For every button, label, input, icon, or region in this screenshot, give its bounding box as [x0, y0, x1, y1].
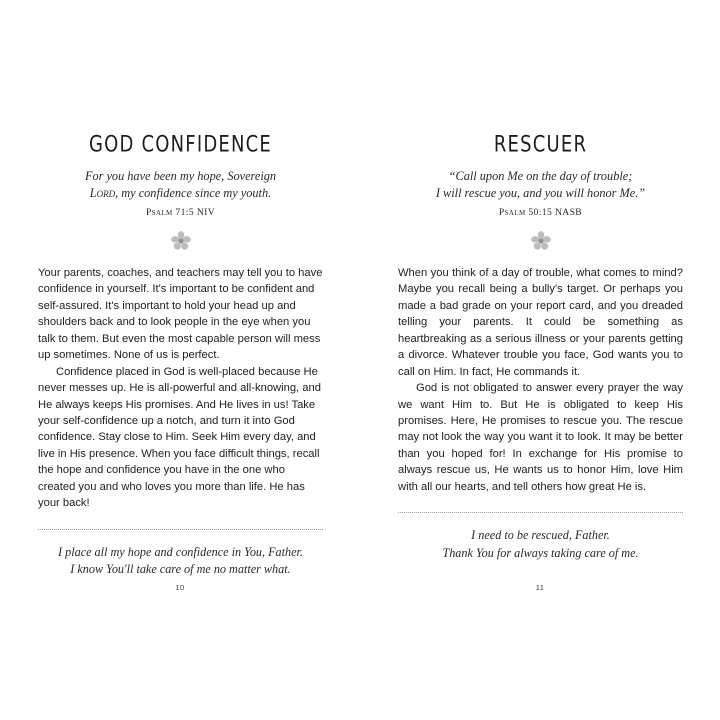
prayer-text [398, 527, 683, 562]
prayer-line-2: Thank You for always taking care of me. [442, 545, 639, 560]
verse-reference: Psalm 71:5 NIV [145, 206, 216, 218]
dotted-divider [38, 529, 323, 530]
page-right-content [398, 130, 683, 563]
dotted-divider [398, 512, 683, 513]
page-number: 11 [535, 583, 545, 592]
verse-line-1: For you have been my hope, Sovereign [84, 169, 277, 183]
page-title: RESCUER [493, 130, 588, 157]
body-paragraph: When you think of a day of trouble, what comes to mind? Maybe you recall being a bully's target. Or perhaps you made a bad grade on your report card, and you dreaded telling your parents. It could be something as heartbreaking as a serious illness or your parents getting a divorce. Whatever trouble you face, God wants you to call on Him. In fact, He commands it. [398, 266, 683, 378]
body-paragraph: God is not obligated to answer every prayer the way we want Him to. But He is obligated to keep His promises. Here, He promises to rescue you. The rescue may not look the way you want it to look. It may be better than you hoped for! In exchange for His promise to always rescue us, He wants us to honor Him, love Him with all our hearts, and tell others how great He is. [398, 382, 683, 493]
scripture-verse [398, 168, 683, 203]
body-paragraph: Confidence placed in God is well-placed because He never messes up. He is all-powerful and all-knowing, and He always keeps His promises. And He lives in us! Take your self-confidence up a notch, and turn it into God confidence. Stay close to Him. Seek Him every day, and live in His presence. When you face difficult things, recall the hope and confidence you have in the one who created you and who loves you more than life. He has your back! [38, 365, 321, 510]
scripture-verse [38, 168, 323, 203]
page-left-content [38, 130, 323, 579]
devotional-body [38, 265, 323, 512]
prayer-line-1: I need to be rescued, Father. [471, 528, 610, 543]
prayer-text [38, 544, 323, 579]
verse-line-2: Lord, my confidence since my youth. [89, 186, 272, 201]
page-right [360, 0, 720, 720]
ornament-divider [38, 230, 323, 252]
prayer-line-2: I know You'll take care of me no matter what. [70, 562, 291, 577]
page-number: 10 [175, 583, 185, 592]
body-paragraph: Your parents, coaches, and teachers may tell you to have confidence in yourself. It's important to be confident and self-assured. It's important to hold your head up and shoulders back and to look people in the eye when you talk to them. But even the most capable person will mess up sometimes. None of us is perfect. [38, 266, 323, 362]
verse-line-1: “Call upon Me on the day of trouble; [448, 169, 633, 183]
flower-icon [530, 230, 552, 252]
verse-reference: Psalm 50:15 NASB [498, 206, 583, 218]
devotional-body [398, 265, 683, 495]
page-title: GOD CONFIDENCE [89, 130, 272, 157]
ornament-divider [398, 230, 683, 252]
flower-icon [170, 230, 192, 252]
verse-line-2: I will rescue you, and you will honor Me.” [435, 186, 646, 201]
prayer-line-1: I place all my hope and confidence in You, Father. [58, 544, 303, 559]
